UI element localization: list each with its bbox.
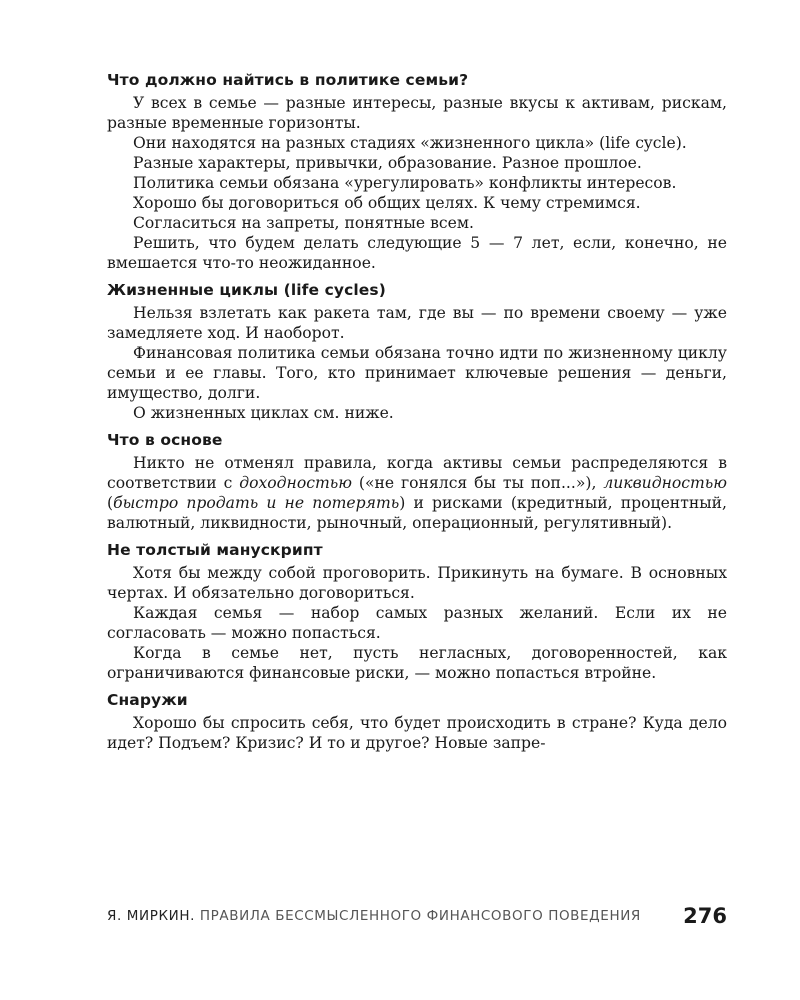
section-heading: Снаружи <box>107 691 188 709</box>
footer-book-title: ПРАВИЛА БЕССМЫСЛЕННОГО ФИНАНСОВОГО ПОВЕДЕНИЯ <box>199 908 641 924</box>
paragraph: Разные характеры, привычки, образование. Разное прошлое. <box>133 154 642 172</box>
emphasis-liquidity: ликвидностью <box>603 474 727 492</box>
paragraph: У всех в семье — разные интересы, разные вкусы к активам, рискам, разные временные горизонты. <box>107 94 727 132</box>
paragraph: Они находятся на разных стадиях «жизненного цикла» (life cycle). <box>133 134 687 152</box>
text-run: ( <box>107 494 114 512</box>
section-heading: Что в основе <box>107 431 223 449</box>
section-heading: Не толстый манускрипт <box>107 541 323 559</box>
section-family-policy <box>107 70 727 273</box>
section-manuscript <box>107 540 727 683</box>
page-body <box>107 70 727 760</box>
paragraph: Решить, что будем делать следующие 5 — 7 лет, если, конечно, не вмешается что-то неожиданное. <box>107 234 727 272</box>
paragraph: Хорошо бы спросить себя, что будет происходить в стране? Куда дело идет? Подъем? Кризис? И то и другое? Новые запре- <box>107 714 727 752</box>
running-title <box>107 908 641 924</box>
section-foundation <box>107 430 727 533</box>
section-outside <box>107 690 727 753</box>
footer-author: Я. МИРКИН. <box>107 908 195 924</box>
text-run: Никто не отменял правила, когда активы семьи распределяются в соответствии с <box>107 454 727 492</box>
paragraph: Финансовая политика семьи обязана точно идти по жизненному циклу семьи и ее главы. Того, кто принимает ключевые решения — деньги, имущество, долги. <box>107 344 727 402</box>
paragraph: Политика семьи обязана «урегулировать» конфликты интересов. <box>133 174 677 192</box>
emphasis-quick-sell: быстро продать и не потерять <box>113 494 400 512</box>
paragraph: Каждая семья — набор самых разных желаний. Если их не согласовать — можно попасться. <box>107 604 727 642</box>
paragraph: Нельзя взлетать как ракета там, где вы — по времени своему — уже замедляете ход. И наоборот. <box>107 304 727 342</box>
paragraph: Хорошо бы договориться об общих целях. К чему стремимся. <box>133 194 641 212</box>
section-heading: Что должно найтись в политике семьи? <box>107 71 469 89</box>
paragraph <box>107 453 727 533</box>
section-life-cycles <box>107 280 727 423</box>
page-footer <box>107 903 727 929</box>
emphasis-yield: доходностью <box>239 474 352 492</box>
paragraph: Согласиться на запреты, понятные всем. <box>133 214 474 232</box>
page-number: 276 <box>683 904 727 928</box>
text-run: («не гонялся бы ты поп...»), <box>351 474 604 492</box>
paragraph: Хотя бы между собой проговорить. Прикинуть на бумаге. В основных чертах. И обязательно договориться. <box>107 564 727 602</box>
text-run: ) и рисками (кредитный, процентный, валютный, ликвидности, рыночный, операционный, регулятивный). <box>107 494 727 532</box>
paragraph: О жизненных циклах см. ниже. <box>133 404 394 422</box>
section-heading: Жизненные циклы (life cycles) <box>107 281 386 299</box>
paragraph: Когда в семье нет, пусть негласных, договоренностей, как ограничиваются финансовые риски, — можно попасться втройне. <box>107 644 727 682</box>
